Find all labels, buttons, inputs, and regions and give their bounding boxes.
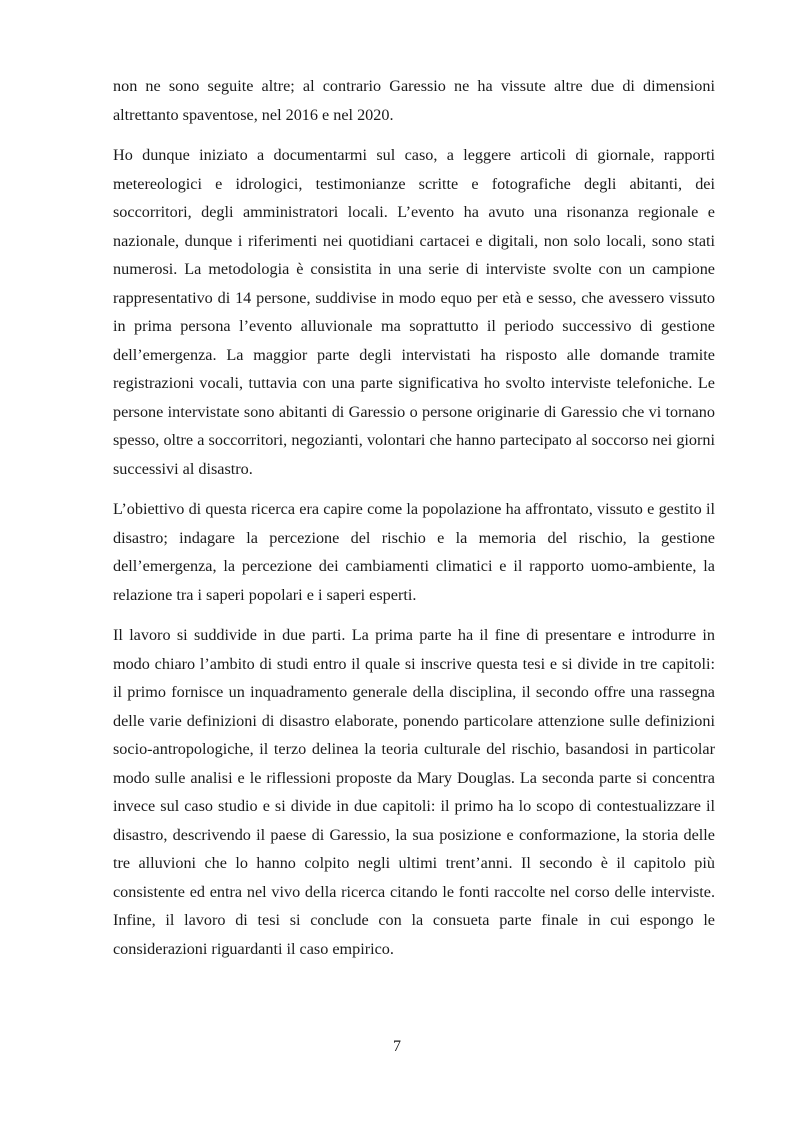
body-text (113, 72, 715, 975)
paragraph-continuation: non ne sono seguite altre; al contrario Garessio ne ha vissute altre due di dimensioni altrettanto spaventose, nel 2016 e nel 2020. (113, 77, 715, 124)
paragraph-thesis-structure: Il lavoro si suddivide in due parti. La prima parte ha il fine di presentare e introdurre in modo chiaro l’ambito di studi entro il quale si inscrive questa tesi e si divide in tre capitoli: il primo fornisce un inquadramento generale della disciplina, il secondo offre una rassegna delle varie definizioni di disastro elaborate, ponendo particolare attenzione sulle definizioni socio-antropologiche, il terzo delinea la teoria culturale del rischio, basandosi in particolar modo sulle analisi e le riflessioni proposte da Mary Douglas. La seconda parte si concentra invece sul caso studio e si divide in due capitoli: il primo ha lo scopo di contestualizzare il disastro, descrivendo il paese di Garessio, la sua posizione e conformazione, la storia delle tre alluvioni che lo hanno colpito negli ultimi trent’anni. Il secondo è il capitolo più consistente ed entra nel vivo della ricerca citando le fonti raccolte nel corso delle interviste. Infine, il lavoro di tesi si conclude con la consueta parte finale in cui espongo le considerazioni riguardanti il caso empirico. (113, 626, 715, 958)
page-number: 7 (393, 1038, 401, 1055)
paragraph-research-objective: L’obiettivo di questa ricerca era capire come la popolazione ha affrontato, vissuto e gestito il disastro; indagare la percezione del rischio e la memoria del rischio, la gestione dell’emergenza, la percezione dei cambiamenti climatici e il rapporto uomo-ambiente, la relazione tra i saperi popolari e i saperi esperti. (113, 500, 715, 604)
paragraph-methodology: Ho dunque iniziato a documentarmi sul caso, a leggere articoli di giornale, rapporti metereologici e idrologici, testimonianze scritte e fotografiche degli abitanti, dei soccorritori, degli amministratori locali. L’evento ha avuto una risonanza regionale e nazionale, dunque i riferimenti nei quotidiani cartacei e digitali, non solo locali, sono stati numerosi. La metodologia è consistita in una serie di interviste svolte con un campione rappresentativo di 14 persone, suddivise in modo equo per età e sesso, che avessero vissuto in prima persona l’evento alluvionale ma soprattutto il periodo successivo di gestione dell’emergenza. La maggior parte degli intervistati ha risposto alle domande tramite registrazioni vocali, tuttavia con una parte significativa ho svolto interviste telefoniche. Le persone intervistate sono abitanti di Garessio o persone originarie di Garessio che vi tornano spesso, oltre a soccorritori, negozianti, volontari che hanno partecipato al soccorso nei giorni successivi al disastro. (113, 146, 715, 478)
